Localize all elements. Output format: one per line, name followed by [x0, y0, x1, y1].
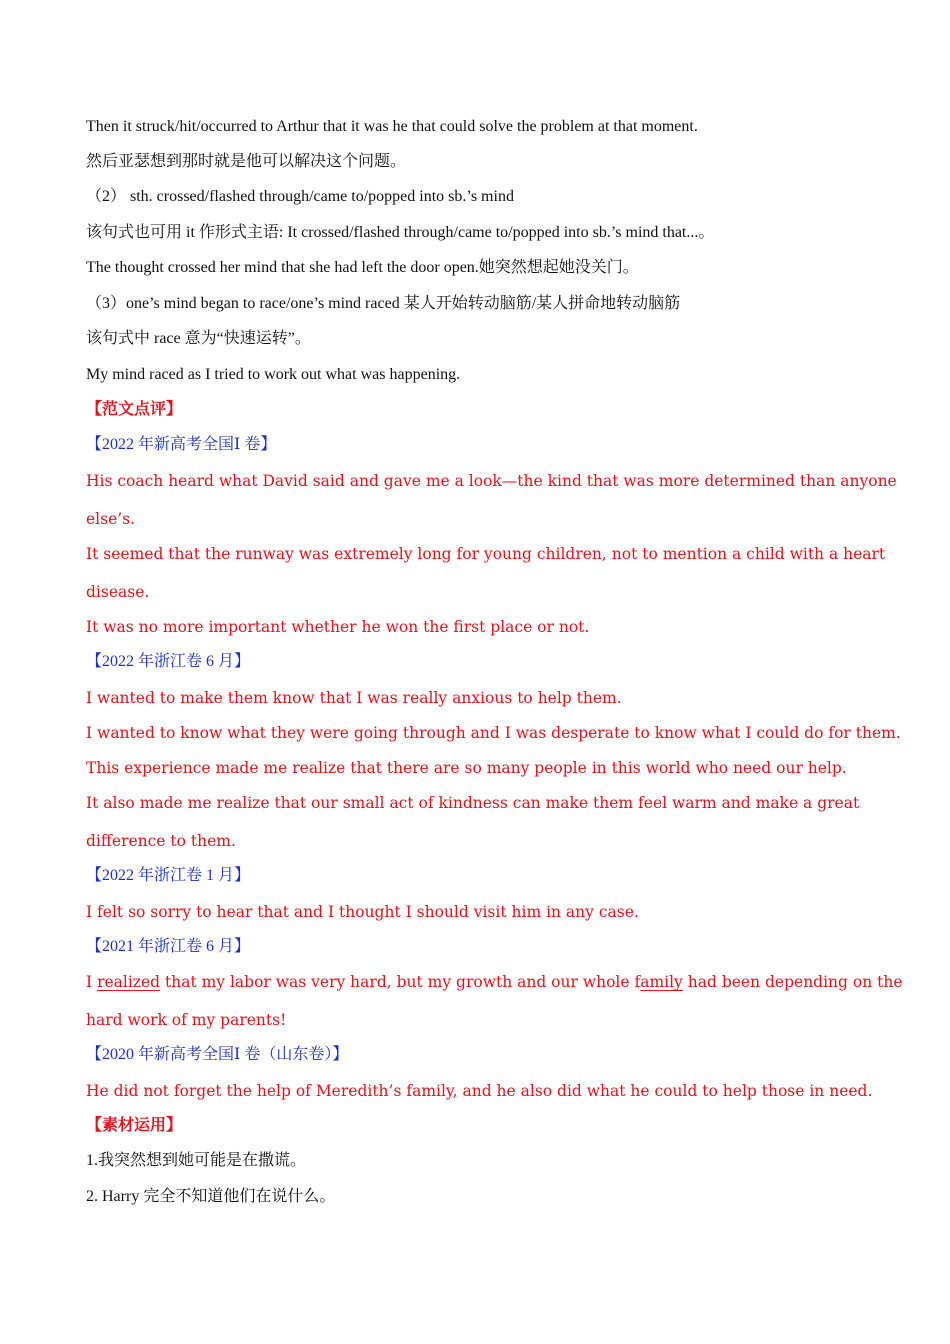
section-title-2021-zhejiang-june: 【2021 年浙江卷 6 月】: [86, 938, 251, 955]
sample-sentence: hard work of my parents!: [86, 1011, 287, 1029]
practice-item-2: 2. Harry 完全不知道他们在说什么。: [86, 1188, 336, 1205]
sample-sentence: else’s.: [86, 510, 136, 528]
sample-sentence: This experience made me realize that there are so many people in this world who need our help.: [86, 759, 847, 777]
practice-heading: 【素材运用】: [86, 1117, 183, 1134]
underlined-word-realized: realized: [97, 973, 161, 991]
note-line-1: Then it struck/hit/occurred to Arthur that it was he that could solve the problem at that moment.: [86, 118, 698, 135]
note-line-4: 该句式也可用 it 作形式主语: It crossed/flashed through/came to/popped into sb.’s mind that...。: [86, 224, 715, 241]
review-heading: 【范文点评】: [86, 401, 183, 418]
sample-sentence: I felt so sorry to hear that and I thought I should visit him in any case.: [86, 903, 639, 921]
sentence-part: that my labor was very hard, but my growth and our whole f: [160, 973, 641, 991]
sample-sentence: difference to them.: [86, 832, 236, 850]
section-title-2020-national: 【2020 年新高考全国Ⅰ 卷（山东卷）】: [86, 1046, 349, 1063]
sample-sentence: I wanted to make them know that I was really anxious to help them.: [86, 689, 622, 707]
sample-sentence: He did not forget the help of Meredith’s family, and he also did what he could to help those in need.: [86, 1082, 873, 1100]
section-title-2022-zhejiang-jan: 【2022 年浙江卷 1 月】: [86, 867, 251, 884]
note-line-3: （2） sth. crossed/flashed through/came to/popped into sb.’s mind: [86, 188, 514, 205]
section-title-2022-national: 【2022 年新高考全国Ⅰ 卷】: [86, 436, 277, 453]
sample-sentence: [86, 972, 903, 992]
sample-sentence: It also made me realize that our small act of kindness can make them feel warm and make a great: [86, 794, 860, 812]
underlined-word-family: amily: [640, 973, 683, 991]
sample-sentence: disease.: [86, 583, 150, 601]
note-line-2: 然后亚瑟想到那时就是他可以解决这个问题。: [86, 153, 407, 170]
sample-sentence: It was no more important whether he won the first place or not.: [86, 618, 590, 636]
sentence-part: I: [86, 973, 98, 991]
note-line-6: （3）one’s mind began to race/one’s mind raced 某人开始转动脑筋/某人拼命地转动脑筋: [86, 295, 681, 312]
section-title-2022-zhejiang-june: 【2022 年浙江卷 6 月】: [86, 653, 251, 670]
note-line-7: 该句式中 race 意为“快速运转”。: [86, 330, 311, 347]
note-line-5: The thought crossed her mind that she had left the door open.她突然想起她没关门。: [86, 259, 639, 276]
practice-item-1: 1.我突然想到她可能是在撒谎。: [86, 1152, 307, 1169]
sample-sentence: His coach heard what David said and gave me a look—the kind that was more determined than anyone: [86, 472, 897, 490]
sentence-part: had been depending on the: [682, 973, 903, 991]
note-line-8: My mind raced as I tried to work out what was happening.: [86, 366, 461, 383]
sample-sentence: It seemed that the runway was extremely long for young children, not to mention a child with a heart: [86, 545, 886, 563]
sample-sentence: I wanted to know what they were going through and I was desperate to know what I could do for them.: [86, 724, 901, 742]
